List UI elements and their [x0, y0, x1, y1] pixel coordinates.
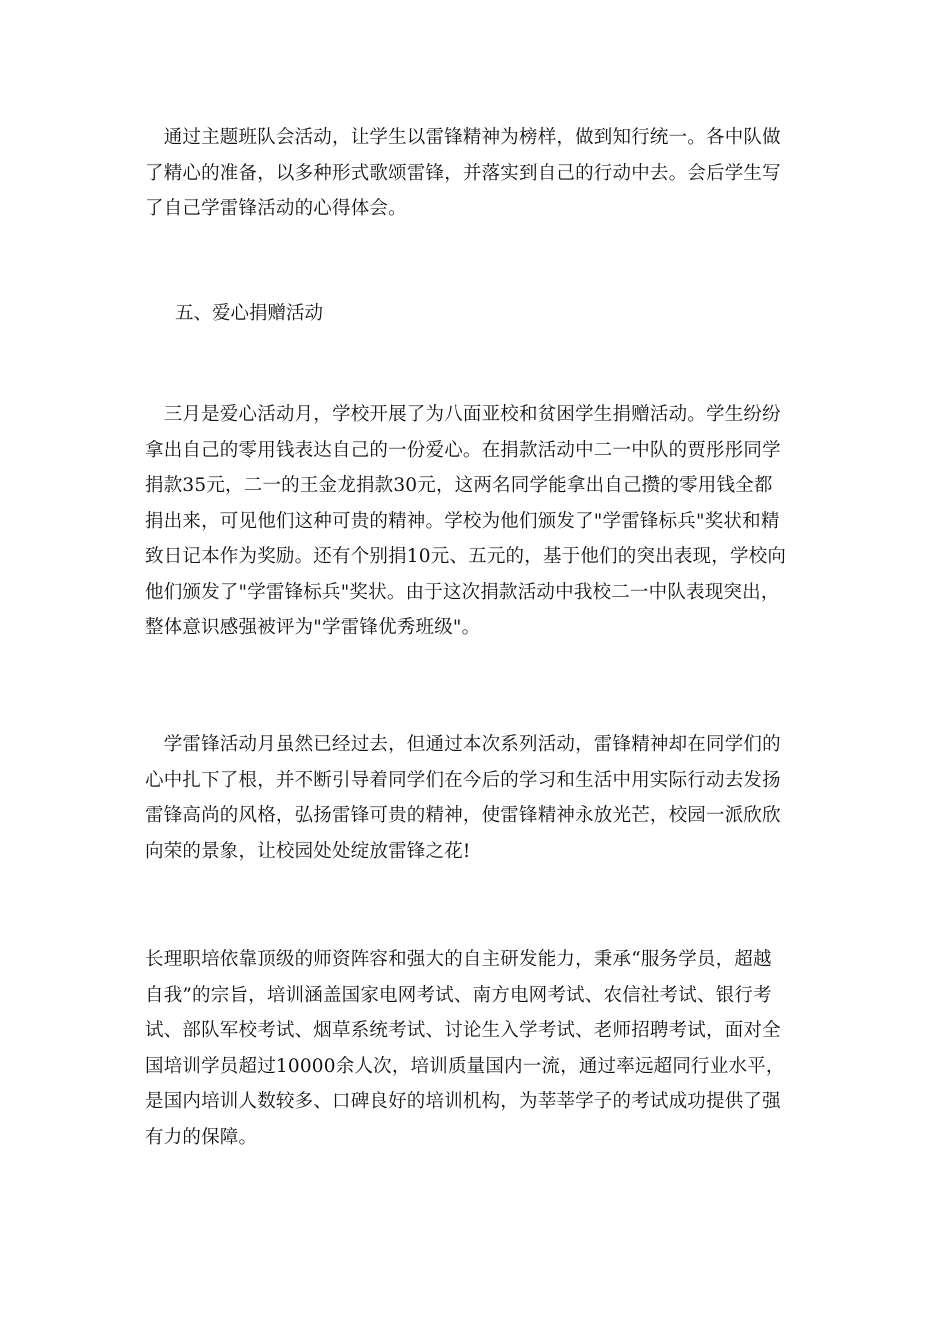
text-line: 了精心的准备，以多种形式歌颂雷锋，并落实到自己的行动中去。会后学生写 — [145, 162, 781, 184]
text-line: 捐出来，可见他们这种可贵的精神。学校为他们颁发了"学雷锋标兵"奖状和精 — [145, 510, 780, 532]
text-line: 向荣的景象，让校园处处绽放雷锋之花! — [145, 840, 471, 862]
paragraph-class-meeting — [145, 120, 810, 227]
text-line: 心中扎下了根，并不断引导着同学们在今后的学习和生活中用实际行动去发扬 — [145, 769, 781, 791]
text-line: 拿出自己的零用钱表达自己的一份爱心。在捐款活动中二一中队的贾彤彤同学 — [145, 439, 781, 461]
text-line: 整体意识感强被评为"学雷锋优秀班级"。 — [145, 617, 481, 638]
text-line: 三月是爱心活动月，学校开展了为八面亚校和贫困学生捐赠活动。学生纷纷 — [145, 404, 781, 425]
section-heading: 五、爱心捐赠活动 — [175, 303, 324, 324]
text-line: 是国内培训人数较多、口碑良好的培训机构，为莘莘学子的考试成功提供了强 — [145, 1091, 781, 1112]
text-line: 了自己学雷锋活动的心得体会。 — [145, 198, 407, 219]
text-line: 国培训学员超过10000余人次，培训质量国内一流，通过率远超同行业水平， — [145, 1055, 785, 1077]
text-line: 雷锋高尚的风格，弘扬雷锋可贵的精神，使雷锋精神永放光芒，校园一派欣欣 — [145, 805, 781, 826]
text-line: 长理职培依靠顶级的师资阵容和强大的自主研发能力，秉承“服务学员，超越 — [145, 949, 772, 970]
text-line: 有力的保障。 — [145, 1126, 258, 1148]
paragraph-donation — [145, 397, 810, 646]
text-line: 自我”的宗旨，培训涵盖国家电网考试、南方电网考试、农信社考试、银行考 — [145, 984, 772, 1006]
text-line: 他们颁发了"学雷锋标兵"奖状。由于这次捐款活动中我校二一中队表现突出， — [145, 581, 780, 603]
paragraph-conclusion — [145, 727, 810, 869]
text-line: 捐款35元，二一的王金龙捐款30元，这两名同学能拿出自己攒的零用钱全都 — [145, 475, 773, 496]
text-line: 学雷锋活动月虽然已经过去，但通过本次系列活动，雷锋精神却在同学们的 — [145, 734, 781, 755]
paragraph-training-ad — [145, 942, 810, 1155]
text-line: 试、部队军校考试、烟草系统考试、讨论生入学考试、老师招聘考试，面对全 — [145, 1020, 781, 1041]
text-line: 致日记本作为奖励。还有个别捐10元、五元的，基于他们的突出表现，学校向 — [145, 546, 787, 567]
text-line: 通过主题班队会活动，让学生以雷锋精神为榜样，做到知行统一。各中队做 — [145, 127, 781, 148]
